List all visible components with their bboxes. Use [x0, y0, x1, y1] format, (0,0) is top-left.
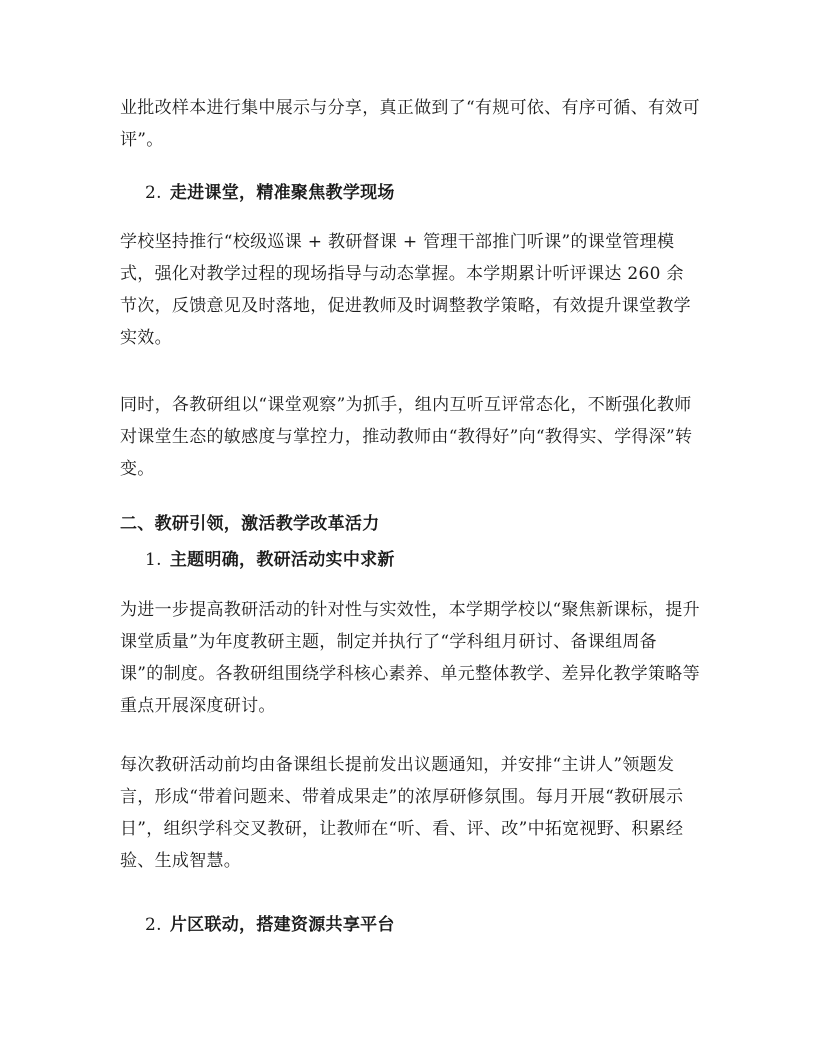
paragraph-continuation: 业批改样本进行集中展示与分享，真正做到了“有规可依、有序可循、有效可评”。: [120, 98, 700, 150]
paragraph-classroom-observation: 同时，各教研组以“课堂观察”为抓手，组内互听互评常态化，不断强化教师对课堂生态的敏感度与掌控力，推动教师由“教得好”向“教得实、学得深”转变。: [120, 395, 693, 479]
subheading-title: 片区联动，搭建资源共享平台: [169, 915, 395, 935]
subheading-classroom: [145, 177, 395, 209]
subheading-district: [145, 909, 395, 941]
subheading-number: 1.: [145, 550, 162, 570]
subheading-title: 走进课堂，精准聚焦教学现场: [169, 183, 395, 203]
subheading-theme: [145, 544, 395, 576]
subheading-number: 2.: [145, 183, 162, 203]
paragraph-research-theme: 为进一步提高教研活动的针对性与实效性，本学期学校以“聚焦新课标，提升课堂质量”为年度教研主题，制定并执行了“学科组月研讨、备课组周备课”的制度。各教研组围绕学科核心素养、单元整体教学、差异化教学策略等重点开展深度研讨。: [120, 600, 700, 716]
subheading-number: 2.: [145, 915, 162, 935]
paragraph-classroom-management: 学校坚持推行“校级巡课 + 教研督课 + 管理干部推门听课”的课堂管理模式，强化对教学过程的现场指导与动态掌握。本学期累计听评课达 260 余节次，反馈意见及时落地，促进教师及时调整教学策略，有效提升课堂教学实效。: [120, 232, 691, 348]
subheading-title: 主题明确，教研活动实中求新: [169, 550, 395, 570]
paragraph-research-activities: 每次教研活动前均由备课组长提前发出议题通知，并安排“主讲人”领题发言，形成“带着问题来、带着成果走”的浓厚研修氛围。每月开展“教研展示日”，组织学科交叉教研，让教师在“听、看、评、改”中拓宽视野、积累经验、生成智慧。: [120, 755, 684, 871]
section-heading-research: 二、教研引领，激活教学改革活力: [120, 514, 380, 534]
